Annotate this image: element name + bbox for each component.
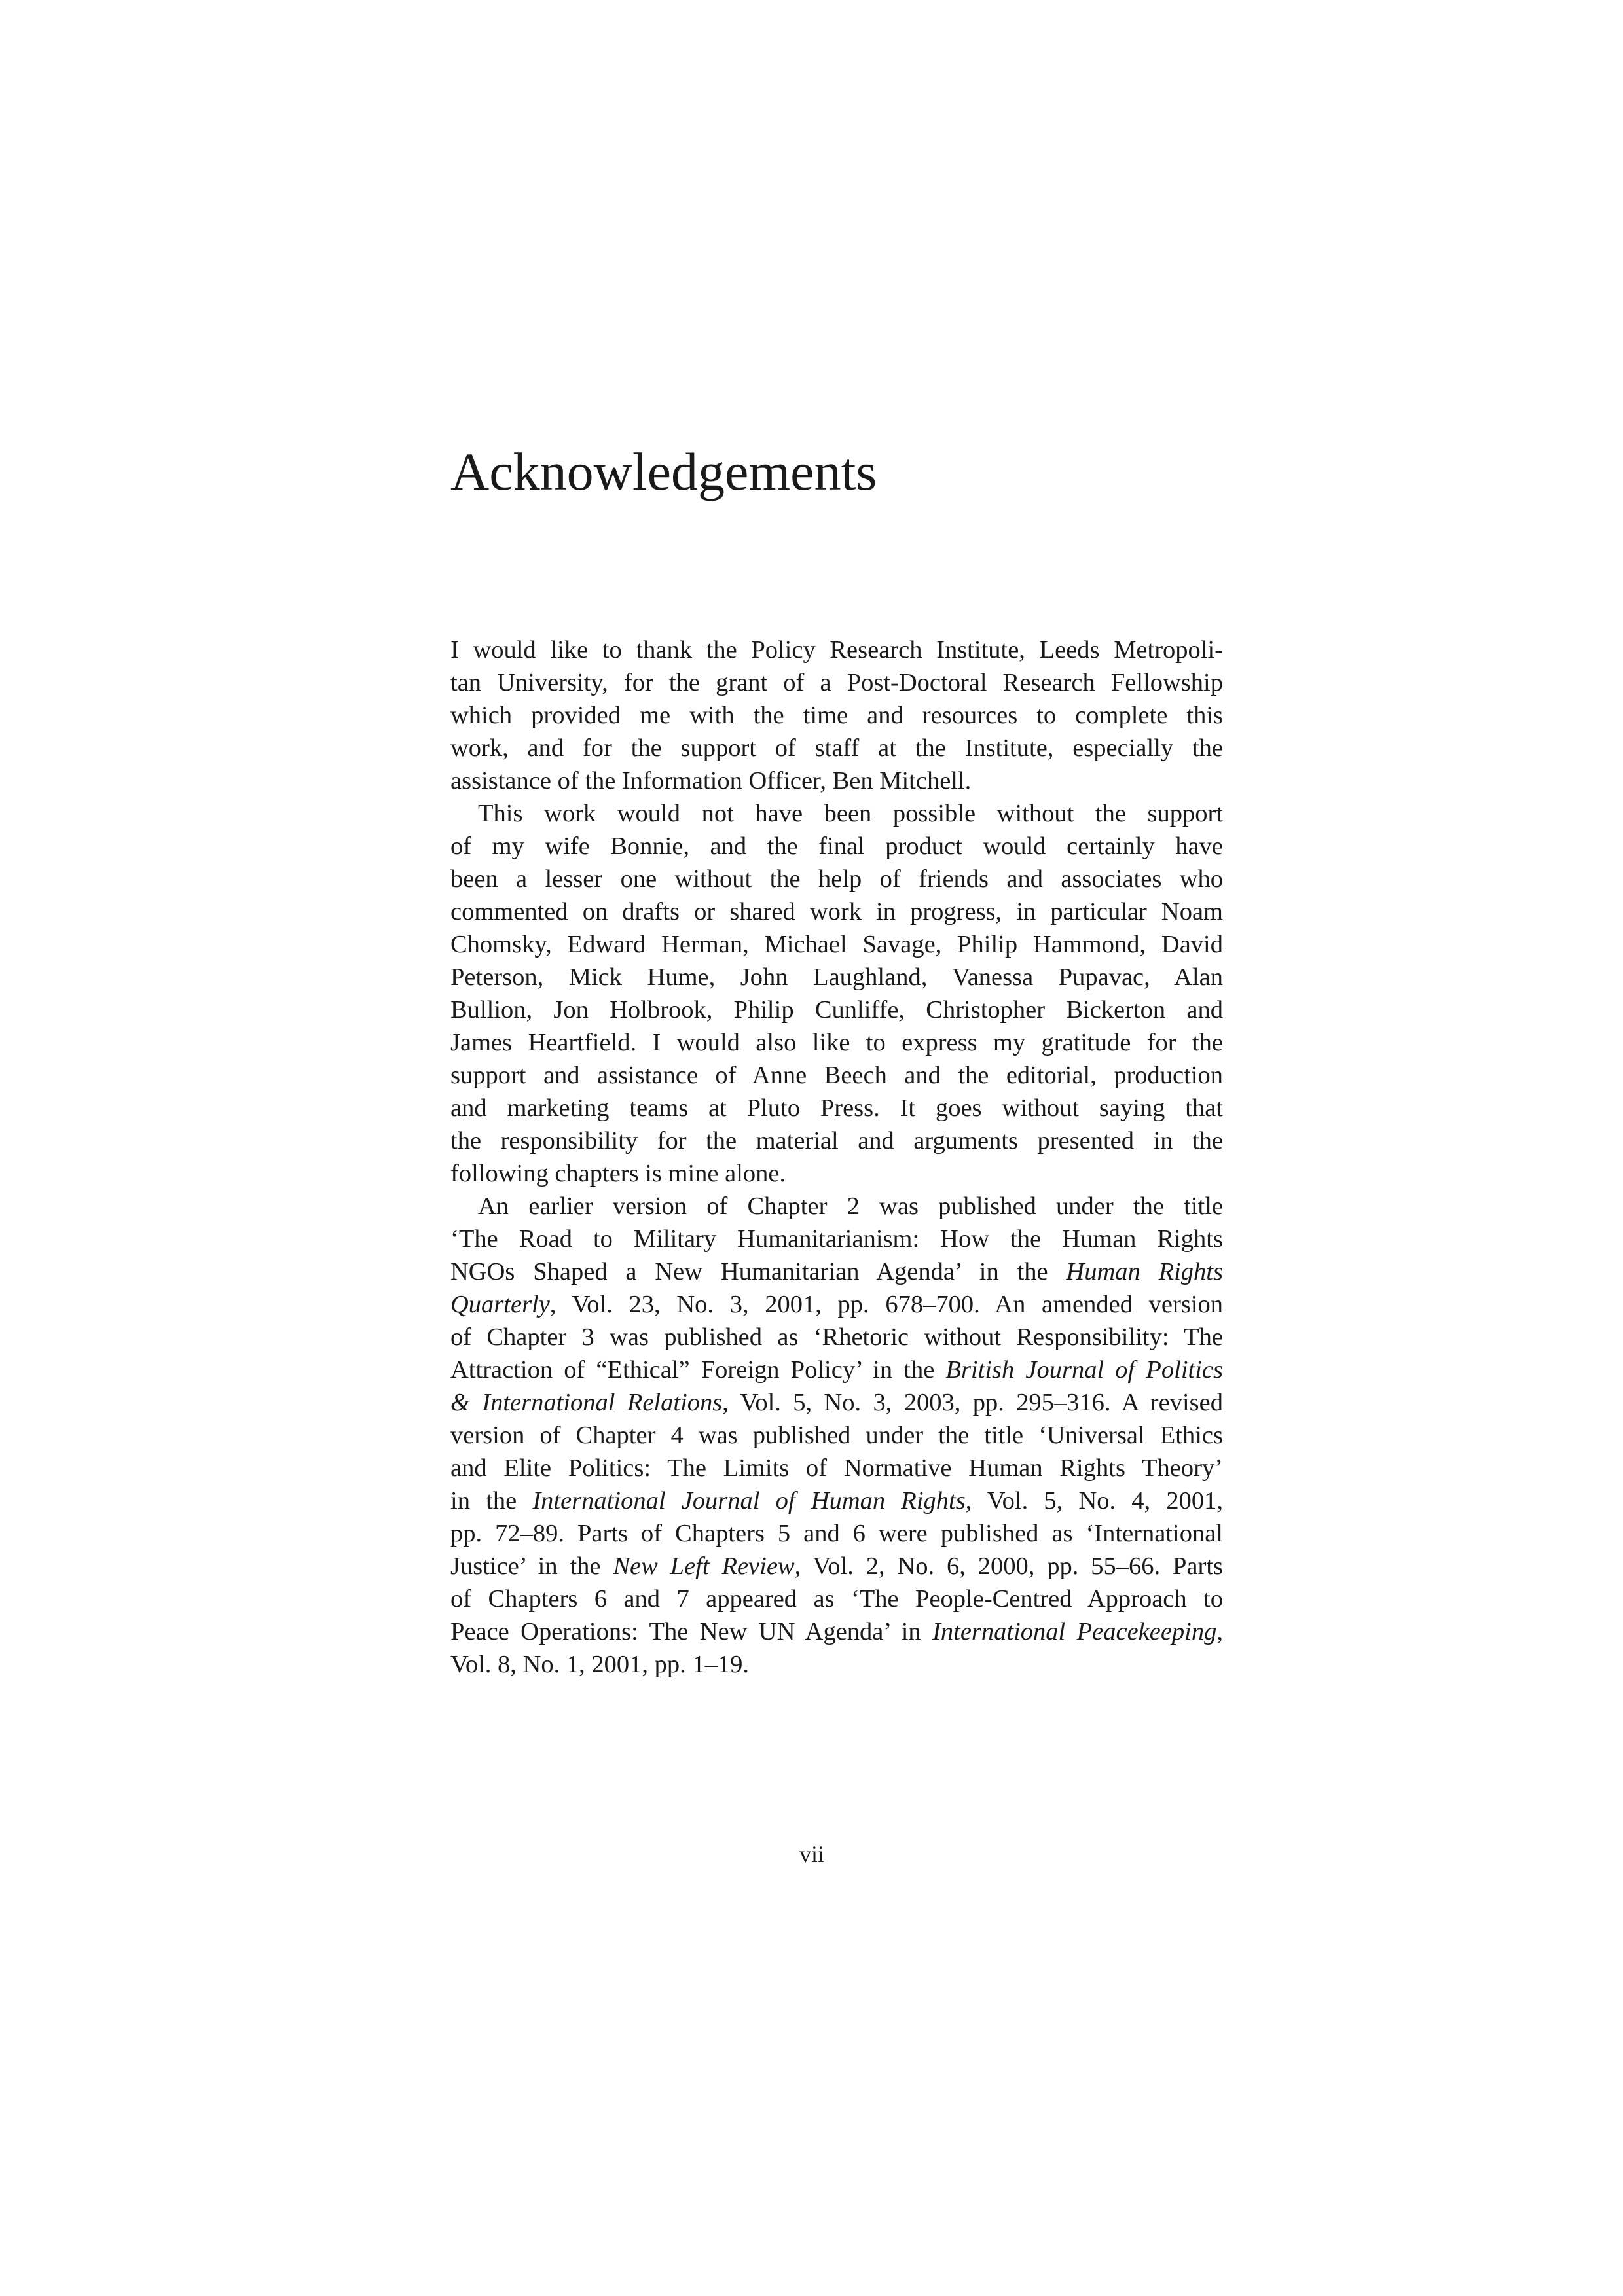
text-run: An earlier version of Chapter 2 was published under the title	[478, 1193, 1223, 1220]
text-line	[450, 1321, 1223, 1354]
text-run: of Chapters 6 and 7 appeared as ‘The People-Centred Approach to	[450, 1585, 1223, 1613]
text-run: the responsibility for the material and arguments presented in the	[450, 1127, 1223, 1155]
text-run: version of Chapter 4 was published under the title ‘Universal Ethics	[450, 1422, 1223, 1449]
text-run: work, and for the support of staff at the Institute, especially the	[450, 734, 1223, 762]
text-line	[450, 994, 1223, 1026]
text-line	[450, 895, 1223, 928]
acknowledgements-body	[450, 634, 1223, 1681]
text-run: ‘The Road to Military Humanitarianism: How the Human Rights	[450, 1225, 1223, 1253]
page-title: Acknowledgements	[450, 442, 877, 501]
text-line	[450, 1452, 1223, 1484]
italic-title: New Left Review	[613, 1552, 795, 1580]
text-run: assistance of the Information Officer, Ben Mitchell.	[450, 767, 972, 795]
text-line	[450, 1288, 1223, 1321]
text-line	[450, 1517, 1223, 1550]
text-line	[450, 1583, 1223, 1615]
text-line	[450, 863, 1223, 895]
text-run: and marketing teams at Pluto Press. It goes without saying that	[450, 1094, 1223, 1122]
text-run: Peace Operations: The New UN Agenda’ in	[450, 1618, 933, 1645]
text-run: , Vol. 5, No. 4, 2001,	[965, 1487, 1223, 1515]
text-line	[450, 1059, 1223, 1092]
text-run: following chapters is mine alone.	[450, 1160, 786, 1187]
text-run: I would like to thank the Policy Research Institute, Leeds Metropoli-	[450, 636, 1223, 664]
text-line	[450, 961, 1223, 994]
text-line	[450, 699, 1223, 732]
text-line	[450, 1419, 1223, 1452]
text-run: Bullion, Jon Holbrook, Philip Cunliffe, Christopher Bickerton and	[450, 996, 1223, 1024]
text-line	[450, 1255, 1223, 1288]
italic-title: Human Rights	[1066, 1258, 1223, 1285]
text-run: Chomsky, Edward Herman, Michael Savage, Philip Hammond, David	[450, 931, 1223, 958]
text-line	[450, 1026, 1223, 1059]
text-run: , Vol. 2, No. 6, 2000, pp. 55–66. Parts	[794, 1552, 1223, 1580]
text-run: Vol. 8, No. 1, 2001, pp. 1–19.	[450, 1651, 749, 1678]
text-line	[450, 1386, 1223, 1419]
text-run: Justice’ in the	[450, 1552, 613, 1580]
text-line	[450, 1124, 1223, 1157]
text-line	[450, 732, 1223, 764]
italic-title: & International Relations	[450, 1389, 723, 1416]
text-run: ,	[1216, 1618, 1223, 1645]
text-run: commented on drafts or shared work in progress, in particular Noam	[450, 898, 1223, 925]
text-run: , Vol. 23, No. 3, 2001, pp. 678–700. An amended version	[549, 1291, 1223, 1318]
text-line	[450, 928, 1223, 961]
text-line	[450, 666, 1223, 699]
text-line	[450, 1484, 1223, 1517]
text-run: and Elite Politics: The Limits of Normative Human Rights Theory’	[450, 1454, 1223, 1482]
text-line	[450, 1190, 1223, 1223]
paragraph	[450, 1190, 1223, 1681]
text-run: Peterson, Mick Hume, John Laughland, Vanessa Pupavac, Alan	[450, 963, 1223, 991]
text-line	[450, 634, 1223, 666]
text-run: been a lesser one without the help of friends and associates who	[450, 865, 1223, 893]
text-run: pp. 72–89. Parts of Chapters 5 and 6 were published as ‘International	[450, 1520, 1223, 1547]
text-line	[450, 797, 1223, 830]
paragraph	[450, 634, 1223, 797]
text-run: which provided me with the time and resources to complete this	[450, 702, 1223, 729]
text-run: of Chapter 3 was published as ‘Rhetoric without Responsibility: The	[450, 1323, 1223, 1351]
text-line	[450, 1223, 1223, 1255]
text-run: , Vol. 5, No. 3, 2003, pp. 295–316. A revised	[722, 1389, 1223, 1416]
italic-title: British Journal of Politics	[945, 1356, 1223, 1384]
text-line	[450, 1354, 1223, 1386]
text-run: James Heartfield. I would also like to express my gratitude for the	[450, 1029, 1223, 1056]
italic-title: International Peacekeeping	[932, 1618, 1217, 1645]
page-number: vii	[799, 1841, 824, 1867]
italic-title: International Journal of Human Rights	[532, 1487, 966, 1515]
text-run: tan University, for the grant of a Post-Doctoral Research Fellowship	[450, 669, 1223, 696]
text-line	[450, 1615, 1223, 1648]
text-line	[450, 764, 1223, 797]
text-run: Attraction of “Ethical” Foreign Policy’ in the	[450, 1356, 946, 1384]
text-line	[450, 1157, 1223, 1190]
text-line	[450, 1092, 1223, 1124]
text-line	[450, 1648, 1223, 1681]
text-run: This work would not have been possible without the support	[478, 800, 1223, 827]
text-run: in the	[450, 1487, 533, 1515]
text-line	[450, 1550, 1223, 1583]
italic-title: Quarterly	[450, 1291, 550, 1318]
text-run: NGOs Shaped a New Humanitarian Agenda’ in the	[450, 1258, 1067, 1285]
text-line	[450, 830, 1223, 863]
text-run: support and assistance of Anne Beech and the editorial, production	[450, 1062, 1223, 1089]
paragraph	[450, 797, 1223, 1190]
text-run: of my wife Bonnie, and the final product would certainly have	[450, 833, 1223, 860]
